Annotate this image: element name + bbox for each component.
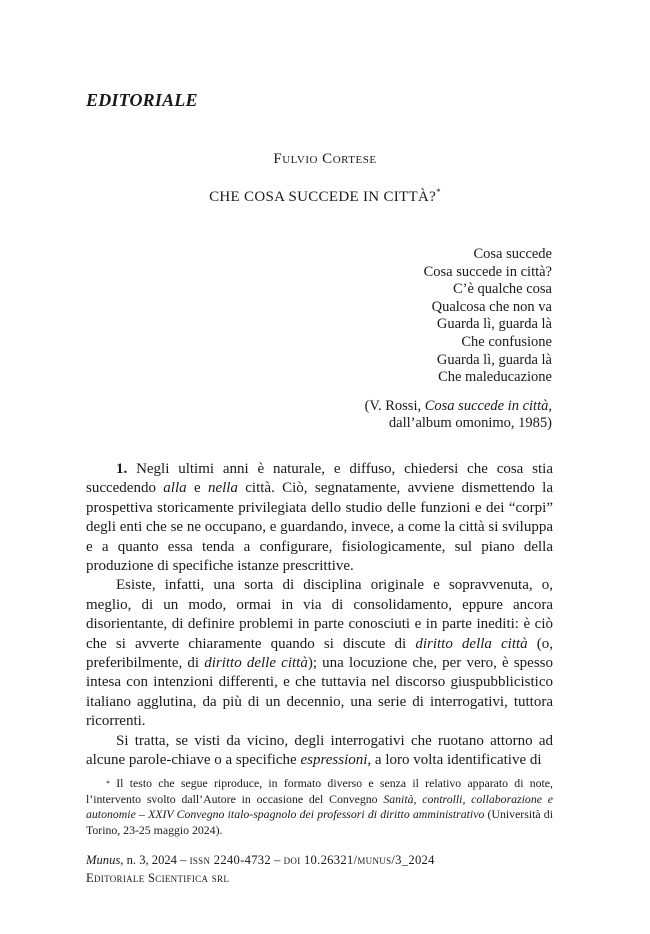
emphasis: Sanità, controlli, collaborazione e autonomie – XXIV Convegno italo-spagnolo dei professori di diritto amministrativo — [86, 791, 553, 822]
colophon — [86, 851, 566, 887]
article-author: Fulvio Cortese — [273, 151, 377, 167]
epigraph-line: Guarda lì, guarda là — [436, 316, 552, 333]
journal-name: Munus — [86, 853, 121, 867]
text-run: (Università di Torino, 23-25 maggio 2024). — [86, 807, 553, 838]
title-footnote-mark[interactable]: * — [436, 187, 441, 197]
text-run: ); una locuzione che, per vero, è spesso intesa con intenzioni differenti, e che tuttavia nel discorso giuspubblicistico italiano agglutina, da più di un decennio, una serie di interrogativi, tuttora ricorrenti. — [86, 655, 553, 730]
text-run: Esiste, infatti, una sorta di disciplina originale e sopravvenuta, o, meglio, di un modo, ormai in via di consolidamento, eppure ancora disorientante, di definire problemi in parte conosciuti e in parte inediti: è ciò che si avverte chiaramente quando si discute di — [86, 577, 553, 652]
article-title — [0, 189, 650, 206]
text-run: e — [186, 480, 208, 497]
text-run: (o, preferibilmente, di — [86, 635, 554, 672]
text-run: Il testo che segue riproduce, in formato diverso e senza il relativo apparato di note, l’intervento svolto dall’Autore in occasione del Convegno — [86, 776, 553, 806]
article-body — [86, 460, 553, 771]
epigraph-line: Che maleducazione — [438, 369, 552, 386]
article-title-text: CHE COSA SUCCEDE IN CITTÀ? — [209, 189, 437, 205]
epigraph-line: Cosa succede — [473, 246, 552, 262]
journal-issue: , n. 3, 2024 – — [120, 853, 190, 867]
emphasis: diritto delle città — [204, 655, 308, 672]
emphasis: espressioni — [300, 752, 368, 769]
text-run: città. Ciò, segnatamente, avviene dismettendo la prospettiva storicamente privilegiata dello studio delle funzioni e dei “corpi” degli enti che se ne occupano, e guardando, invece, a come la città si sviluppa e a quanto essa tenda a configurare, fisiologicamente, sul piano della produzione di specifiche istanze prescrittive. — [86, 480, 553, 575]
text-run: Negli ultimi anni è naturale, e diffuso, chiedersi che cosa stia succedendo — [86, 461, 553, 497]
text-run: Si tratta, se visti da vicino, degli interrogativi che ruotano attorno ad alcune parole-chiave o a specifiche — [86, 732, 553, 769]
journal-reference — [86, 851, 566, 869]
citation-work: Cosa succede in città — [424, 397, 549, 414]
epigraph-line: Cosa succede in città? — [423, 263, 552, 280]
paragraph-3 — [86, 732, 553, 771]
separator: – — [271, 853, 284, 867]
epigraph-citation — [365, 398, 552, 433]
emphasis: nella — [207, 480, 238, 497]
paragraph-1 — [86, 460, 553, 576]
text-run: , a loro volta identificative di — [367, 752, 542, 769]
citation-author: (V. Rossi, — [364, 397, 425, 414]
epigraph-line: C’è qualche cosa — [452, 281, 552, 298]
emphasis: alla — [163, 480, 187, 497]
epigraph — [365, 246, 552, 433]
epigraph-line: Qualcosa che non va — [431, 298, 552, 315]
footnote — [86, 776, 553, 839]
footnote-mark: * — [106, 779, 110, 788]
paragraph-2 — [86, 576, 553, 731]
emphasis: diritto della città — [415, 635, 528, 652]
citation-source: dall’album omonimo, 1985) — [388, 415, 552, 432]
journal-doi[interactable]: doi 10.26321/munus/3_2024 — [283, 853, 435, 867]
epigraph-line: Guarda lì, guarda là — [436, 351, 552, 368]
citation-sep: , — [548, 397, 552, 414]
section-number: 1. — [116, 461, 128, 477]
section-label: EDITORIALE — [86, 90, 198, 110]
publisher: Editoriale Scientifica srl — [86, 871, 230, 885]
journal-issn: issn 2240-4732 — [189, 853, 271, 867]
epigraph-line: Che confusione — [461, 333, 552, 350]
